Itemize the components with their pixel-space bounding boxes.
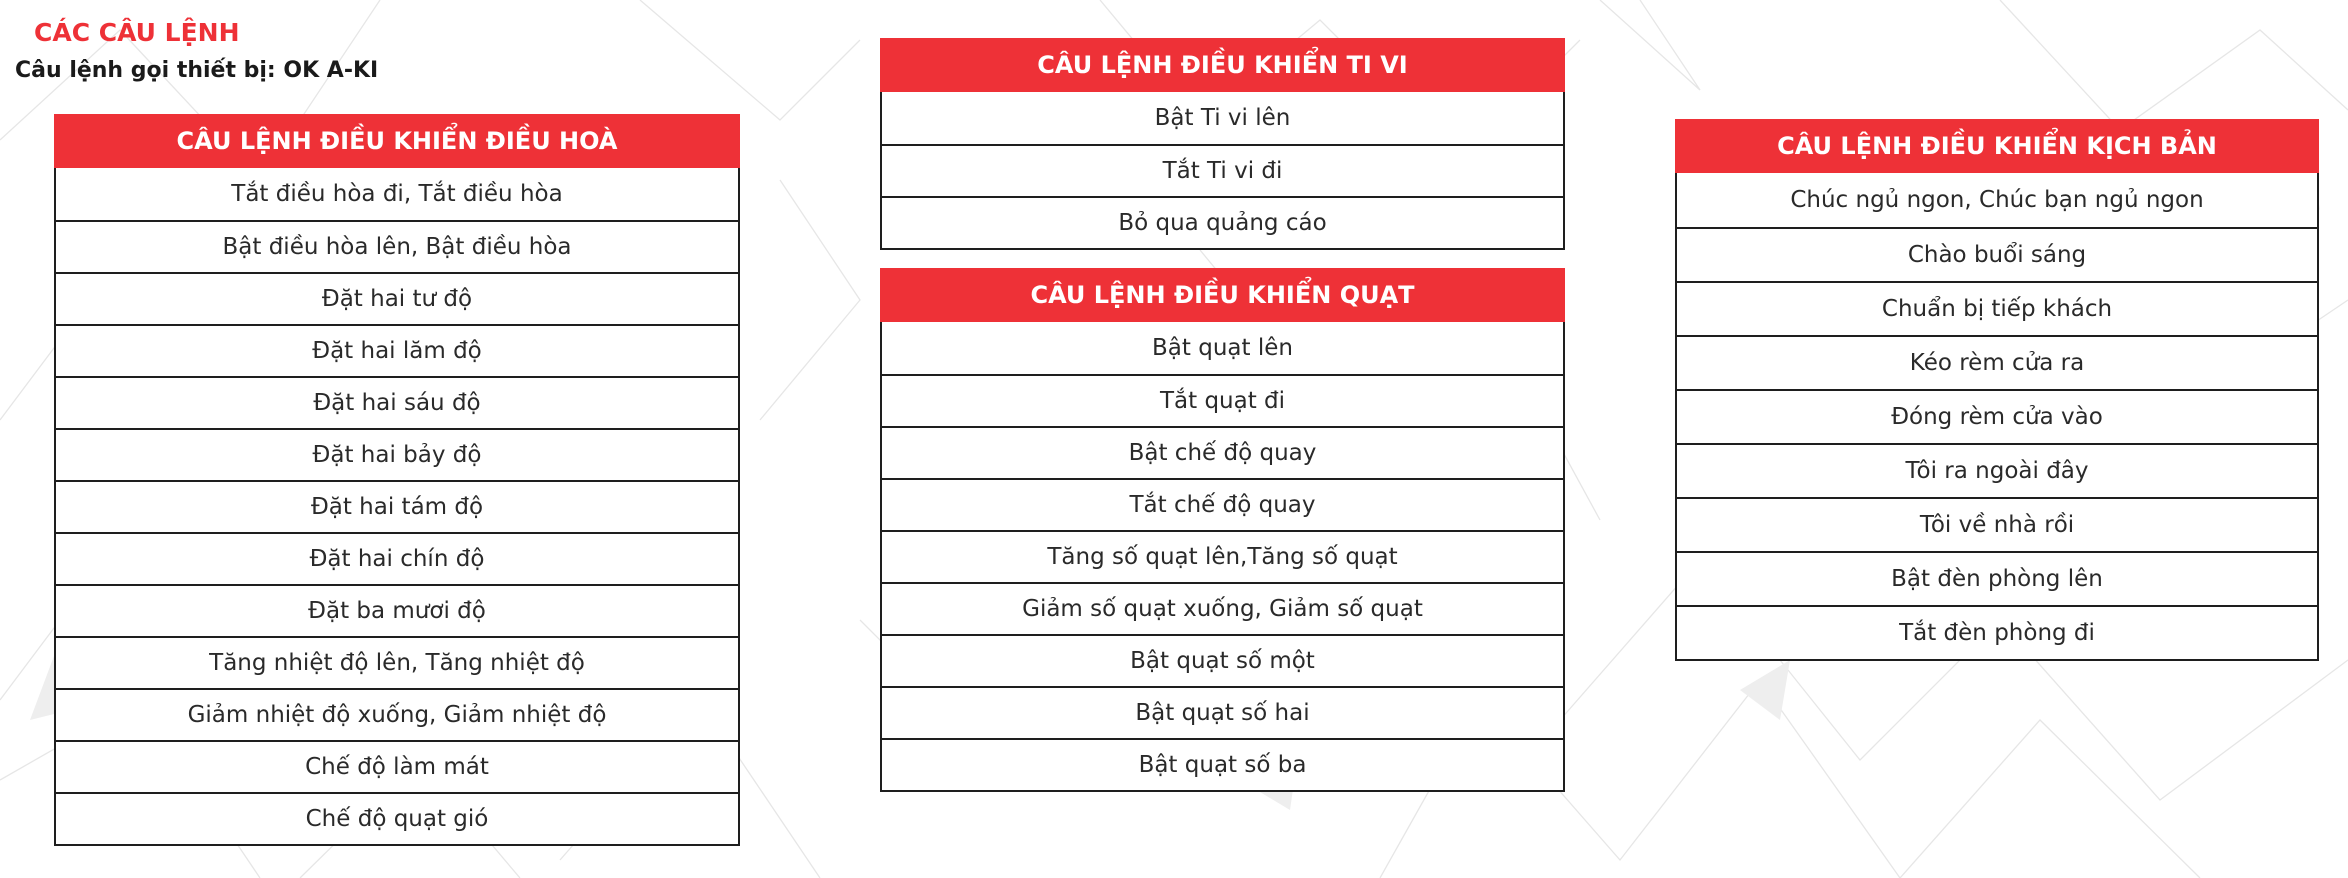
table-row: Tôi về nhà rồi: [1677, 497, 2317, 551]
table-row: Kéo rèm cửa ra: [1677, 335, 2317, 389]
table-row: Bật Ti vi lên: [1154, 105, 1291, 131]
table-row: Giảm nhiệt độ xuống, Giảm nhiệt độ: [56, 688, 738, 740]
table-row: Đặt hai tư độ: [56, 272, 738, 324]
table-row: Chào buổi sáng: [1677, 227, 2317, 281]
table-row: Chuẩn bị tiếp khách: [1677, 281, 2317, 335]
table-row: Bật quạt số hai: [882, 686, 1563, 738]
aircon-command-table: [54, 114, 740, 846]
table-row: Bật quạt lên: [1152, 335, 1293, 361]
table-row: Đặt hai chín độ: [56, 532, 738, 584]
table-row: Bật đèn phòng lên: [1677, 551, 2317, 605]
table-row: Chế độ quạt gió: [56, 792, 738, 844]
scene-table-header: CÂU LỆNH ĐIỀU KHIỂN KỊCH BẢN: [1675, 119, 2319, 173]
table-row: Bật quạt số ba: [882, 738, 1563, 790]
scene-table-body: [1675, 173, 2319, 661]
table-row: Đặt ba mươi độ: [56, 584, 738, 636]
fan-table-body: [880, 322, 1565, 792]
fan-command-table: [880, 268, 1565, 792]
tv-table-header: CÂU LỆNH ĐIỀU KHIỂN TI VI: [880, 38, 1565, 92]
aircon-table-body: [54, 168, 740, 846]
aircon-table-header: CÂU LỆNH ĐIỀU KHIỂN ĐIỀU HOÀ: [54, 114, 740, 168]
table-row: Bật chế độ quay: [882, 426, 1563, 478]
table-row: Đặt hai lăm độ: [56, 324, 738, 376]
table-row: Chúc ngủ ngon, Chúc bạn ngủ ngon: [1790, 187, 2204, 213]
scene-command-table: [1675, 119, 2319, 661]
table-row: Tăng số quạt lên,Tăng số quạt: [882, 530, 1563, 582]
table-row: Đặt hai tám độ: [56, 480, 738, 532]
wake-command: Câu lệnh gọi thiết bị: OK A-KI: [15, 58, 379, 83]
table-row: Tôi ra ngoài đây: [1677, 443, 2317, 497]
table-row: Tắt quạt đi: [882, 374, 1563, 426]
table-row: Đặt hai sáu độ: [56, 376, 738, 428]
table-row: Tắt Ti vi đi: [882, 144, 1563, 196]
table-row: Tắt chế độ quay: [882, 478, 1563, 530]
tv-table-body: [880, 92, 1565, 250]
page-heading: CÁC CÂU LỆNH: [34, 18, 240, 47]
table-row: Chế độ làm mát: [56, 740, 738, 792]
table-row: Bật điều hòa lên, Bật điều hòa: [56, 220, 738, 272]
fan-table-header: CÂU LỆNH ĐIỀU KHIỂN QUẠT: [880, 268, 1565, 322]
table-row: Đóng rèm cửa vào: [1677, 389, 2317, 443]
table-row: Tắt đèn phòng đi: [1677, 605, 2317, 659]
table-row: Tăng nhiệt độ lên, Tăng nhiệt độ: [56, 636, 738, 688]
table-row: Bật quạt số một: [882, 634, 1563, 686]
tv-command-table: [880, 38, 1565, 250]
table-row: Tắt điều hòa đi, Tắt điều hòa: [231, 181, 563, 207]
table-row: Bỏ qua quảng cáo: [882, 196, 1563, 248]
table-row: Giảm số quạt xuống, Giảm số quạt: [882, 582, 1563, 634]
table-row: Đặt hai bảy độ: [56, 428, 738, 480]
